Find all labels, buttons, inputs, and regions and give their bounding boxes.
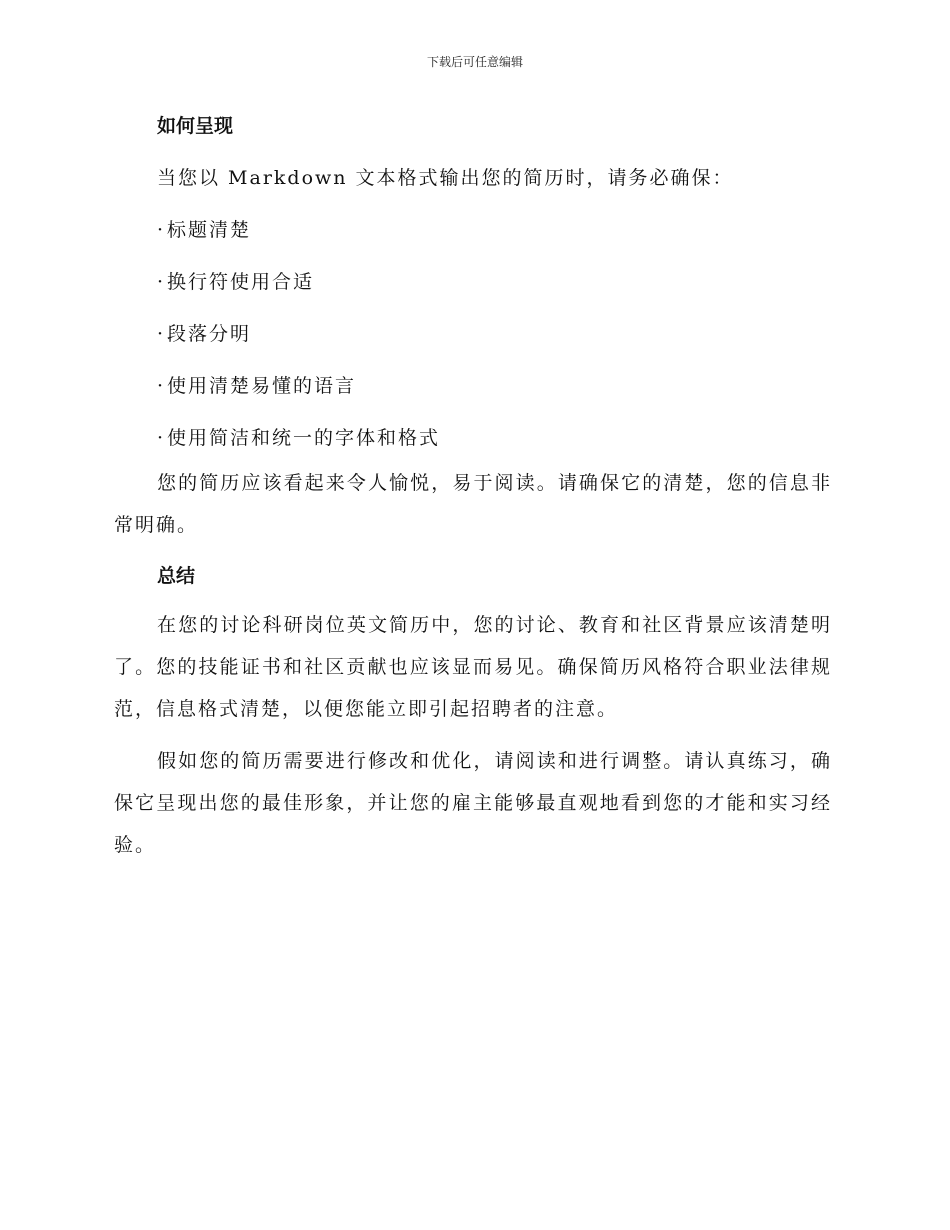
bullet-marker: ·	[157, 427, 166, 449]
bullet-text: 标题清楚	[167, 219, 252, 241]
section-intro-paragraph: 当您以 Markdown 文本格式输出您的简历时，请务必确保：	[157, 167, 734, 189]
bullet-text: 使用清楚易懂的语言	[167, 375, 357, 397]
bullet-marker: ·	[157, 271, 166, 293]
bullet-item	[114, 320, 832, 348]
page-header: 下载后可任意编辑	[426, 55, 523, 69]
bullet-text: 使用简洁和统一的字体和格式	[167, 427, 441, 449]
section-heading-presentation: 如何呈现	[157, 115, 234, 137]
section-closing-paragraph: 您的简历应该看起来令人愉悦，易于阅读。请确保它的清楚，您的信息非常明确。	[114, 472, 832, 536]
summary-paragraph: 在您的讨论科研岗位英文简历中，您的讨论、教育和社区背景应该清楚明了。您的技能证书和社区贡献也应该显而易见。确保简历风格符合职业法律规范，信息格式清楚，以便您能立即引起招聘者的注意。	[114, 614, 832, 720]
bullet-marker: ·	[157, 323, 166, 345]
bullet-item	[114, 372, 832, 400]
bullet-marker: ·	[157, 219, 166, 241]
bullet-text: 换行符使用合适	[167, 271, 315, 293]
bullet-item	[114, 216, 832, 244]
bullet-text: 段落分明	[167, 323, 252, 345]
bullet-item	[114, 424, 832, 452]
section-heading-summary: 总结	[157, 565, 196, 587]
bullet-item	[114, 268, 832, 296]
document-body	[114, 112, 832, 876]
bullet-marker: ·	[157, 375, 166, 397]
summary-paragraph: 假如您的简历需要进行修改和优化，请阅读和进行调整。请认真练习，确保它呈现出您的最佳形象，并让您的雇主能够最直观地看到您的才能和实习经验。	[114, 750, 832, 856]
